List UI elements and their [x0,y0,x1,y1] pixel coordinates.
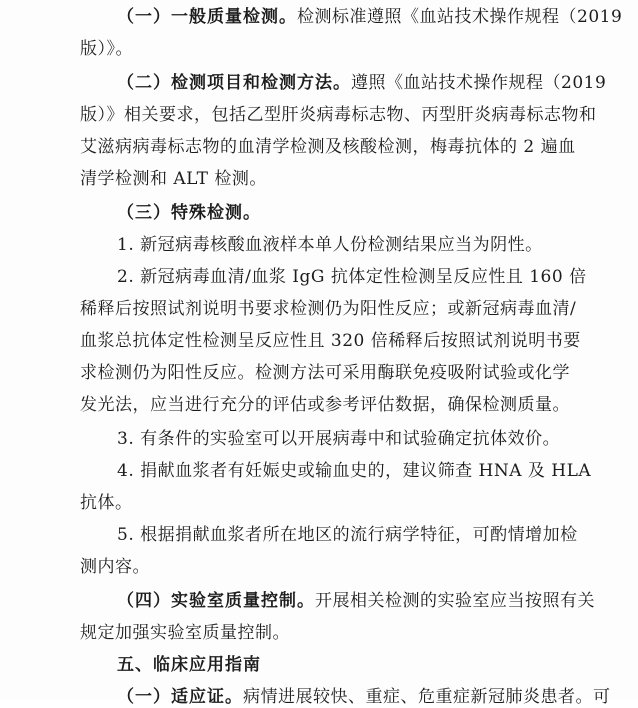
text-line [80,168,267,190]
text-line [80,394,570,416]
line-text: 稀释后按照试剂说明书要求检测仍为阳性反应；或新冠病毒血清/ [80,299,577,319]
section-heading: （一）一般质量检测。 [117,7,297,27]
text-line [80,622,290,644]
line-text: 版）》相关要求，包括乙型肝炎病毒标志物、丙型肝炎病毒标志物和 [80,105,597,125]
line-text: 1. 新冠病毒核酸血液样本单人份检测结果应当为阴性。 [117,235,543,255]
line-text: 抗体。 [80,493,133,513]
text-line [117,686,611,708]
text-line [80,362,570,384]
text-line [117,428,560,450]
text-line [117,654,261,676]
text-line [80,298,576,320]
chapter-heading: 五、临床应用指南 [117,655,261,675]
text-line [80,38,133,60]
text-line [80,330,581,352]
line-text: 艾滋病病毒标志物的血清学检测及核酸检测，梅毒抗体的 2 遍血 [80,137,576,157]
text-line [117,590,595,612]
section-heading: （二）检测项目和检测方法。 [117,73,351,93]
text-line [80,556,150,578]
text-line [80,104,597,126]
text-line [117,72,606,94]
text-line [117,234,543,256]
section-heading: （三）特殊检测。 [117,203,261,223]
section-heading: （四）实验室质量控制。 [117,591,315,611]
text-line [117,524,578,546]
line-text: 版）》。 [80,39,133,59]
line-text: 求检测仍为阳性反应。检测方法可采用酶联免疫吸附试验或化学 [80,363,570,383]
text-line [117,460,591,482]
line-text: 清学检测和 ALT 检测。 [80,169,267,189]
text-line [80,136,576,158]
line-text: 遵照《血站技术操作规程（2019 [351,73,607,93]
line-text: 规定加强实验室质量控制。 [80,623,290,643]
text-line [117,202,261,224]
line-text: 3. 有条件的实验室可以开展病毒中和试验确定抗体效价。 [117,429,561,449]
line-text: 开展相关检测的实验室应当按照有关 [315,591,595,611]
line-text: 2. 新冠病毒血清/血浆 IgG 抗体定性检测呈反应性且 160 倍 [117,267,587,287]
line-text: 病情进展较快、重症、危重症新冠肺炎患者。可 [243,687,611,707]
line-text: 5. 根据捐献血浆者所在地区的流行病学特征，可酌情增加检 [117,525,578,545]
text-line [80,492,133,514]
line-text: 发光法，应当进行充分的评估或参考评估数据，确保检测质量。 [80,395,570,415]
line-text: 4. 捐献血浆者有妊娠史或输血史的，建议筛查 HNA 及 HLA [117,461,592,481]
text-line [117,266,587,288]
line-text: 检测标准遵照《血站技术操作规程（2019 [297,7,623,27]
line-text: 血浆总抗体定性检测呈反应性且 320 倍稀释后按照试剂说明书要 [80,331,581,351]
text-line [117,6,622,28]
section-heading: （一）适应证。 [117,687,243,707]
line-text: 测内容。 [80,557,150,577]
